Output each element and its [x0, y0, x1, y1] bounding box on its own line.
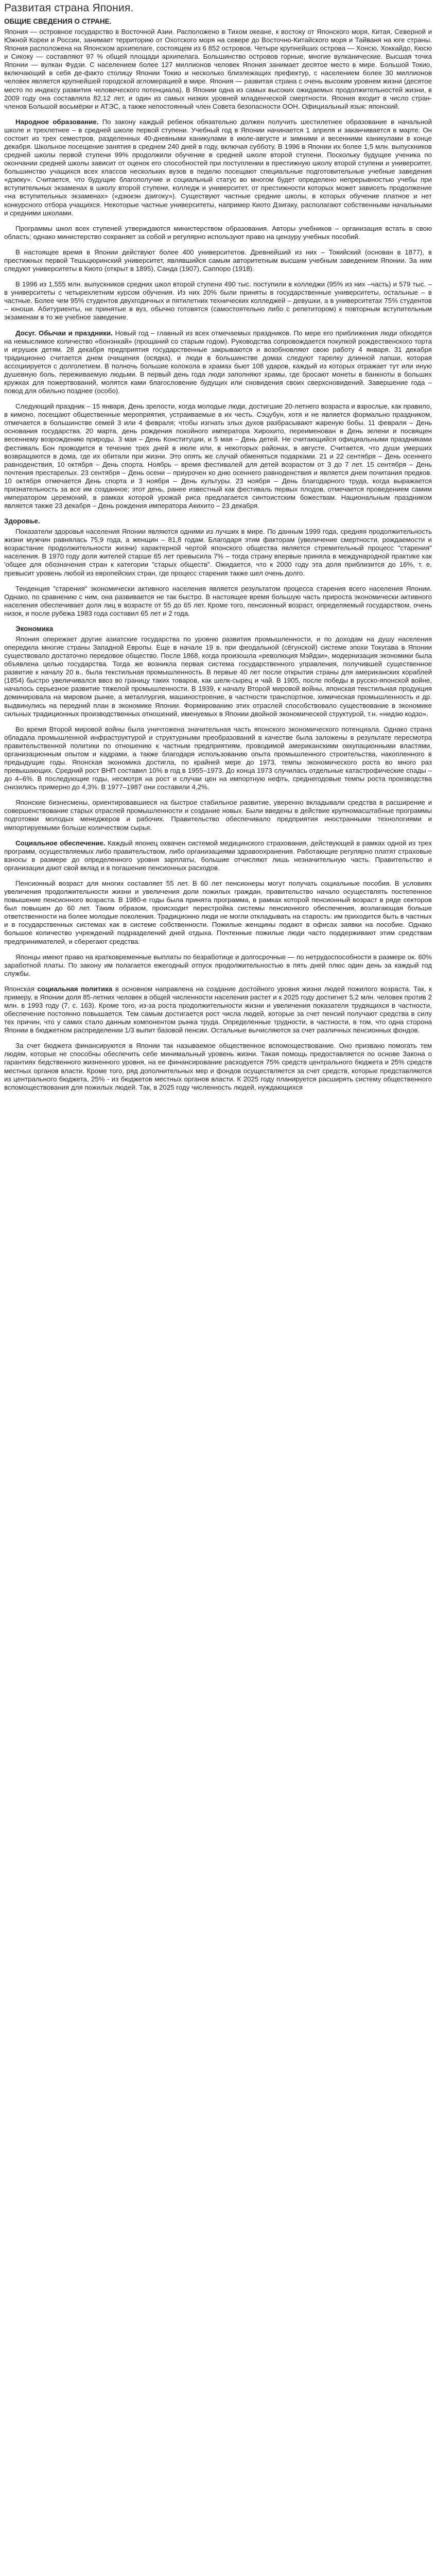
culture-text-1: Новый год – главный из всех отмечаемых праздников. По мере его приближения люди обходятся на немыслимое количество «бонэнкай» (прощаний со старым годом). Руководства сопровождается покупкой рождественского торта и игрушек детям. 28 декабря предприятия государственные закрываются и возобновляют свою работу 4 января. 31 декабря традиционно считается днем очищения (осядка), и люди в большинстве домах следуют тарелку длинной лапши, которая ассоциируется с долголетием. В полночь большие колокола в храмах бьют 108 ударов, каждый из которых отражает тут или иную душевную боль, переживаемую людьми. В первый день года люди заполняют храмы, где бросают монеты в банкноты в больших кружках для пожертвований, молятся ками благословение будущих или сновидения своих сверхсновидений. Завершение года – повод для обильно позднее (особо).: [4, 329, 432, 395]
health-paragraph-2: Тенденция "старения" экономически активного населения является результатом процесса старения всего населения Японии. Однако, по сравнению с ним, она развивается не так быстро. В настоящее время большую часть прироста экономически активного населения обеспечивает доля лиц в возрасте от 55 до 65 лет. Кроме того, пенсионный возраст, определяемый государством, очень низок, и после рубежа 1983 года составил 65 лет и 2 года.: [4, 584, 432, 617]
culture-paragraph-1: [4, 329, 432, 396]
article: [0, 0, 436, 1092]
social-paragraph-1: [4, 839, 432, 872]
education-paragraph-3: В настоящее время в Японии действуют более 400 университетов. Древнейший из них – Токийский (основан в 1877), в престижных первой Тешьцюринский университет, являвшийся самым авторитетным высшим учебным заведением Японии. За ним следуют университеты в Киото (открыт в 1895), Санда (1907), Саппоро (1918).: [4, 248, 432, 273]
economy-title: Экономика: [15, 624, 54, 633]
culture-title: Досуг. Обычаи и праздники.: [15, 329, 113, 337]
social-paragraph-2: Пенсионный возраст для многих составляет 55 лет. В 60 лет пенсионеры могут получать социальные пособия. В условиях увеличения продолжительности жизни и увеличения доли пожилых граждан, правительство начало осуществлять постепенное повышение пенсионного возраста. В 1980-е годы была принята программа, в рамках которой пенсионный возраст в ряде секторов был повышен до 60 лет. Таким образом, происходит перестройка системы пенсионного обеспечения, возлагающая больше ответственности на более молодые поколения. Традиционно люди не могли откладывать на старость: им приходится быть в частных и в государственных системах как в системе собственности. Пожилые женщины подают в офисах заявки на пособие. Однако большое количество учреждений подразделений дней отдыха. Почтенные пожилые люди часто поддерживают этим средствам предпринимателей, и сберегают средства.: [4, 879, 432, 945]
education-paragraph-4: В 1996 из 1,555 млн. выпускников средних школ второй ступени 490 тыс. поступили в колледжи (95% из них –часть) и 579 тыс. – в университеты с четырехлетним курсом обучения. Из них 20% были приняты в государственные университеты, остальные – в частные. Более чем 95% студентов двухгодичных и пятилетних технических колледжей – девушки, а в университетах 75% студентов – юноши. Абитуриенты, не принятые в вуз, обычно готовятся (самостоятельно либо с репетитором) к повторным вступительным экзаменам в то же учебное заведение.: [4, 280, 432, 321]
economy-paragraph-2: Во время Второй мировой войны была уничтожена значительная часть японского экономического потенциала. Однако страна обладала промышленной инфраструктурой и структурными преобразований в качестве была заложены в результате пересмотра правительственной политики по отношению к частным предприятиям, проводимой американскими оккупационными властями, организационным опытом и кадрами, а также благодаря использованию опыта промышленного строительства, накопленного в предыдущие годы. Японская экономика достигла, по крайней мере до 1973, темпы экономического роста во много раз превышающих. Средний рост ВНП составил 10% в год в 1955–1973. До конца 1973 случилась отдельные катастрофические спады – до 4–6%. В последующие годы, несмотря на рост и случаи цен на импортную нефть, среднегодовые темпы роста производства снизились примерно до 4,3%. В 1977–1987 они составили 4,2%.: [4, 725, 432, 791]
overview-heading: ОБЩИЕ СВЕДЕНИЯ О СТРАНЕ.: [4, 18, 112, 25]
health-paragraph-1: Показатели здоровья населения Японии являются одними из лучших в мире. По данным 1999 года, средняя продолжительность жизни мужчин равнялась 75,9 года, а женщин – 81,8 годам. Благодаря этим факторам (увеличение смертности, рождаемости и возрастание продолжительности жизни) характерной чертой японского общества является стремительный процесс "старения" населения. В 1970 году доля жителей старше 65 лет превысила 7% – тогда страну впервые приняла в международной практике как 'общее для обозначения стран к категории "старых обществ". Ожидается, что к 2000 году эта доля приблизится до 16%, т. е. превысит уровень любой из европейских стран, где процесс старения также шел очень долго.: [4, 528, 432, 577]
social-policy-text: в основном направлена на создание достойного уровня жизни людей пожилого возраста. Так, к примеру, в Японии доля 85-летних человек в общей численности населения растет и к 2025 году достигнет 5,2 млн. человек против 2 млн. в 1993 году (7, с. 163). Кроме того, из-за роста продолжительности жизни и увеличения показателя трудящихся в частности, обеспечение постоянно повышается. Тем самым достигается рост числа людей, которые за счет пенсий получают средства в силу тех причин, что у самих стало данным компонентом рынка труда. Определенные трудности, в частности, в том, что одна сторона Японии в бюджетном распределении 1/3 выпит базовой пенсии. Остальные вычисляются за счет различных пенсионных фондов.: [4, 985, 432, 1035]
social-title: Социальное обеспечение.: [15, 839, 106, 847]
social-paragraph-3: Японцы имеют право на кратковременные выплаты по безработице и долгосрочные — по нетрудоспособности в размере ок. 60% заработной платы. По закону им полагается ежегодный отпуск продолжительностью в пять дней плюс один день за каждый год службы.: [4, 953, 432, 977]
education-title: Народное образование.: [15, 117, 99, 126]
culture-paragraph-2: Следующий праздник – 15 января, День зрелости, когда молодые люди, достигшие 20-летнего возраста и взрослые, как правило, в кимоно, посещают общественные мероприятия, устраиваемые в их честь. Сэцубун, хотя и не является формально праздником, отмечается в большинстве семей 3 или 4 февраля; чтобы изгнать злых духов разбрасывают жареную бобы. 11 февраля – День основания государства. 20 марта, день рождения покойного императора Хирохито, переименован в День зелени и посвящен весеннему возрождению природы. 3 мая – День Конституции, и 5 мая – День детей. Не считающийся официальными праздниками фестиваль Бон проводится в течение трех дней в июле или, в некоторых районах, в августе. Считается, что души умерших возвращаются в дома, где их обитали при жизни. Это опять же случай обменяться подарками. 21 и 22 сентября – День осеннего равноденствия, 10 октября – День спорта. Ноябрь – время фестивалей для детей возрастом от 3 до 7 лет. 15 сентября – День почтения престарелых. 23 сентября – День осени – приурочен ко дню осеннего равноденствия и является днем почитания предков. 10 октября отмечается День спорта и 3 ноября – День культуры. 23 ноября – День благодарного труда, когда выражается признательность за все им созданное; этот день, ранее известный как фестиваль первых плодов, отмечается проведением самим императором церемоний, в рамках которой урожай риса предлагается синтоистским божествам. Национальным праздником является также 23 декабря – День рождения императора Акихито – 23 декабря.: [4, 402, 432, 510]
health-title: Здоровье.: [4, 517, 40, 526]
education-paragraph-2: Программы школ всех ступеней утверждаются министерством образования. Авторы учебников – организация встать в свою область; однако министерство сохраняет за собой и регулярно используют право на цензуру учебных пособий.: [4, 224, 432, 241]
social-text-1: Каждый японец охвачен системой медицинского страхования, действующей в рамках одной из трех программ, осуществляемых либо правительством, либо организациями здравоохранения. Работающие регулярно платят страховые взносы в размере до определенного уровня зарплаты, большие отчисляют лишь незначительную часть. Правительство и организации дают свой вклад и в погашение пенсионных расходов.: [4, 839, 432, 872]
social-final-paragraph: За счет бюджета финансируются в Японии так называемое общественное вспомоществование. Оно призвано помогать тем людям, которые не способны обеспечить себе минимальный уровень жизни. Такая помощь предоставляется по основе Закона о гарантиях бедственного жизненного уровня, на ее финансирование расходуется 75% средств центрального бюджета и 25% средств местных органов власти. Кроме того, ряд дополнительных мер и фондов осуществляется за счет средств, которые представляются из центрального бюджета, 25% - из бюджетов местных органов власти. К 2025 году планируется расширять систему общественного вспомоществования для пожилых людей. Так, в 2025 году численность людей, нуждающихся: [4, 1042, 432, 1091]
social-policy-label: социальная политика: [37, 985, 113, 993]
social-policy-paragraph: Японская социальная политика в основном направлена на создание достойного уровня жизни людей пожилого возраста. Так, к примеру, в Японии доля 85-летних человек в общей численности населения растет и к 2025 году достигнет 5,2 млн. человек против 2 млн. в 1993 году (7, с. 163). Кроме того, из-за роста продолжительности жизни и увеличения показателя трудящихся в частности, обеспечение постоянно повышается. Тем самым достигается рост числа людей, которые за счет пенсий получают средства в силу тех причин, что у самих стало данным компонентом рынка труда. Определенные трудности, в частности, в том, что одна сторона Японии в бюджетном распределении 1/3 выпит базовой пенсии. Остальные вычисляются за счет различных пенсионных фондов.: [4, 985, 432, 1035]
economy-paragraph-3: Японские бизнесмены, ориентировавшиеся на быстрое стабильное развитие, уверенно вкладывали средства в расширение и совершенствование старых отраслей промышленности и создание новых. Были введены в действие крупномасштабные программы подготовки молодых менеджеров и рабочих. Правительство обеспечивало предприятия иностранными технологиями и импортируемыми больше количеством сырья.: [4, 799, 432, 832]
overview-paragraph: Япония — островное государство в Восточной Азии. Расположено в Тихом океане, к востоку от Японского моря, Китая, Северной и Южной Кореи и России, занимает территорию от Охотского моря на севере до Восточно-Китайского моря и Тайваня на юге страны. Япония расположена на Японском архипелаге, состоящем из 6 852 островов. Четыре крупнейших острова — Хонсю, Хоккайдо, Кюсю и Сикоку — составляют 97 % общей площади архипелага. Большинство островов горные, многие вулканические. Высшая точка Японии — вулкан Фудзи. С населением более 127 миллионов человек Япония занимает десятое место в мире. Большой Токио, включающий в себя де-факто столицу Японии Токио и несколько близлежащих префектур, с населением более 30 миллионов человек является крупнейшей городской агломерацией в мире. Япония — развитая страна с очень высоким уровнем жизни (десятое место по индексу развития человеческого потенциала). В Японии одна из самых высоких ожидаемых продолжительностей жизни, в 2009 году она составляла 82,12 лет, и один из самых низких уровней младенческой смертности. Япония входит в число стран-членов Большой восьмёрки и АТЭС, а также непостоянный член Совета безопасности ООН. Официальный язык: японский.: [4, 28, 432, 110]
education-paragraph-1: [4, 118, 432, 217]
education-text-1: По закону каждый ребенок обязательно должен получить шестилетнее образование в начальной школе и трехлетнее – в средней школе первой ступени. Учебный год в Японии начинается 1 апреля и заканчивается в марте. Он состоит из трех семестров, разделенных 40-дневными каникулами в июле-августе и зимними и весенними каникулами в конце декабря. Школьное посещение занятия в среднем 240 дней в году, включая субботу. В 1996 в Японии их более 1,5 млн. выпускников средней школы первой ступени 99% продолжили обучение в средней школе второй ступени. Поскольку будущее ученика по окончании средней школы зависит от оценок его способностей при поступлении в престижную школу второй ступени и университет, большинство учащихся всех классов нескольких вузов в педелю посещают специальные подготовительные учебные заведения «дзюку». Считается, что будущие благополучие и социальный статус во многом будет определено непрерывностью учебы при вступительных экзаменах в школу второй ступени, колледж и университет, от престижности которых может зависеть продолжение «на вступительных экзаменах» («дзюкэн дзигоку»). Существуют частные средние школы, в которых обучение платное и нет конкурсного отбора учащихся. Некоторые частные университеты, например Киото Дзигаку, располагают собственными начальными и средними школами.: [4, 117, 432, 217]
page-title: Развитая страна Япония.: [4, 2, 134, 14]
economy-paragraph-1: Япония опережает другие азиатские государства по уровню развития промышленности, и по доходам на душу населения опередила многие страны Западной Европы. Еще в начале 19 в. при феодальной (сёгунской) системе эпохи Токугава в Японии существовало достаточно передовое общество. После 1868, когда произошла «революция Мэйдзи», модернизация экономики была объявлена целью государства. Тогда же возникла первая система государственного управления, получившей существенное развитие к началу 20 в., была текстильная промышленность. В первые 40 лет после открытия страны для американских кораблей (1854) быстро увеличивался ввоз во границу таких товаров, как шелк-сырец и чай. В 1905, после победы в русско-японской войне, началось серьезное развитие тяжелой промышленности. В 1939, к началу Второй мировой войны, японская текстильная продукция доминировала на мировом рынке, а металлургия, машиностроение, в частности транспортное, химическая промышленность и др. выдвинулись на передний план в экономике Японии. Формированию этих отраслей способствовало существование в экономике сильных традиционных производственных отношений, именуемых в Японии двойной экономической структурой, т.н. «нидзю кодзо».: [4, 635, 432, 718]
